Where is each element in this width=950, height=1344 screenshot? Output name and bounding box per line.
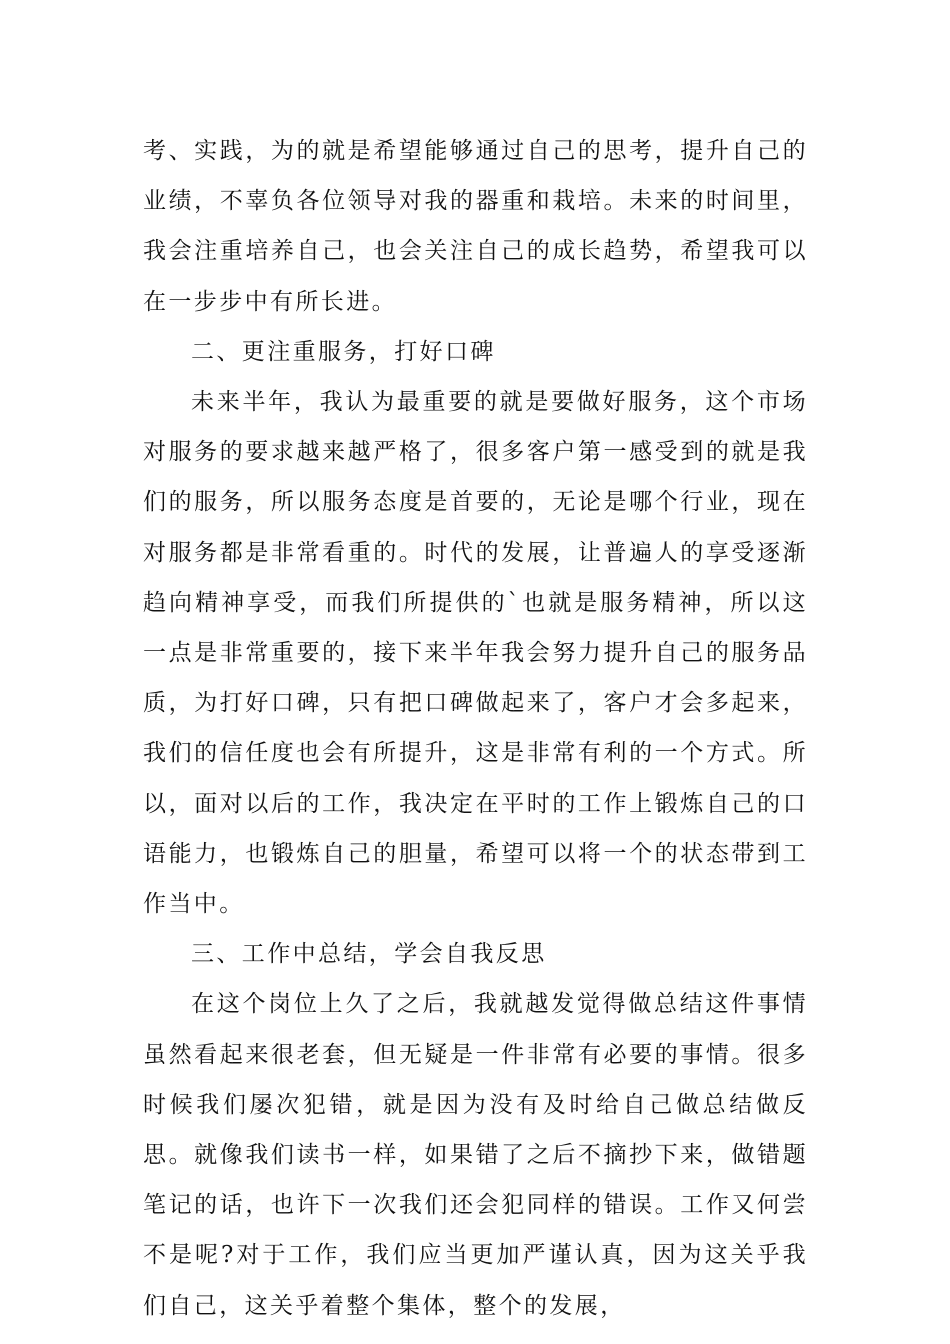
section-heading-service: 二、更注重服务，打好口碑 — [191, 338, 496, 365]
section-heading-reflection: 三、工作中总结，学会自我反思 — [191, 941, 547, 968]
paragraph-continued: 考、实践，为的就是希望能够通过自己的思考，提升自己的业绩，不辜负各位领导对我的器重和栽培。未来的时间里，我会注重培养自己，也会关注自己的成长趋势，希望我可以在一步步中有所长进。 — [143, 138, 808, 315]
document-body — [143, 126, 808, 1331]
paragraph-reflection: 在这个岗位上久了之后，我就越发觉得做总结这件事情虽然看起来很老套，但无疑是一件非常有必要的事情。很多时候我们屡次犯错，就是因为没有及时给自己做总结做反思。就像我们读书一样，如果错了之后不摘抄下来，做错题笔记的话，也许下一次我们还会犯同样的错误。工作又何尝不是呢?对于工作，我们应当更加严谨认真，因为这关乎我们自己，这关乎着整个集体，整个的发展， — [143, 991, 808, 1319]
paragraph-service: 未来半年，我认为最重要的就是要做好服务，这个市场对服务的要求越来越严格了，很多客户第一感受到的就是我们的服务，所以服务态度是首要的，无论是哪个行业，现在对服务都是非常看重的。时代的发展，让普遍人的享受逐渐趋向精神享受，而我们所提供的`也就是服务精神，所以这一点是非常重要的，接下来半年我会努力提升自己的服务品质，为打好口碑，只有把口碑做起来了，客户才会多起来，我们的信任度也会有所提升，这是非常有利的一个方式。所以，面对以后的工作，我决定在平时的工作上锻炼自己的口语能力，也锻炼自己的胆量，希望可以将一个的状态带到工作当中。 — [143, 389, 808, 918]
